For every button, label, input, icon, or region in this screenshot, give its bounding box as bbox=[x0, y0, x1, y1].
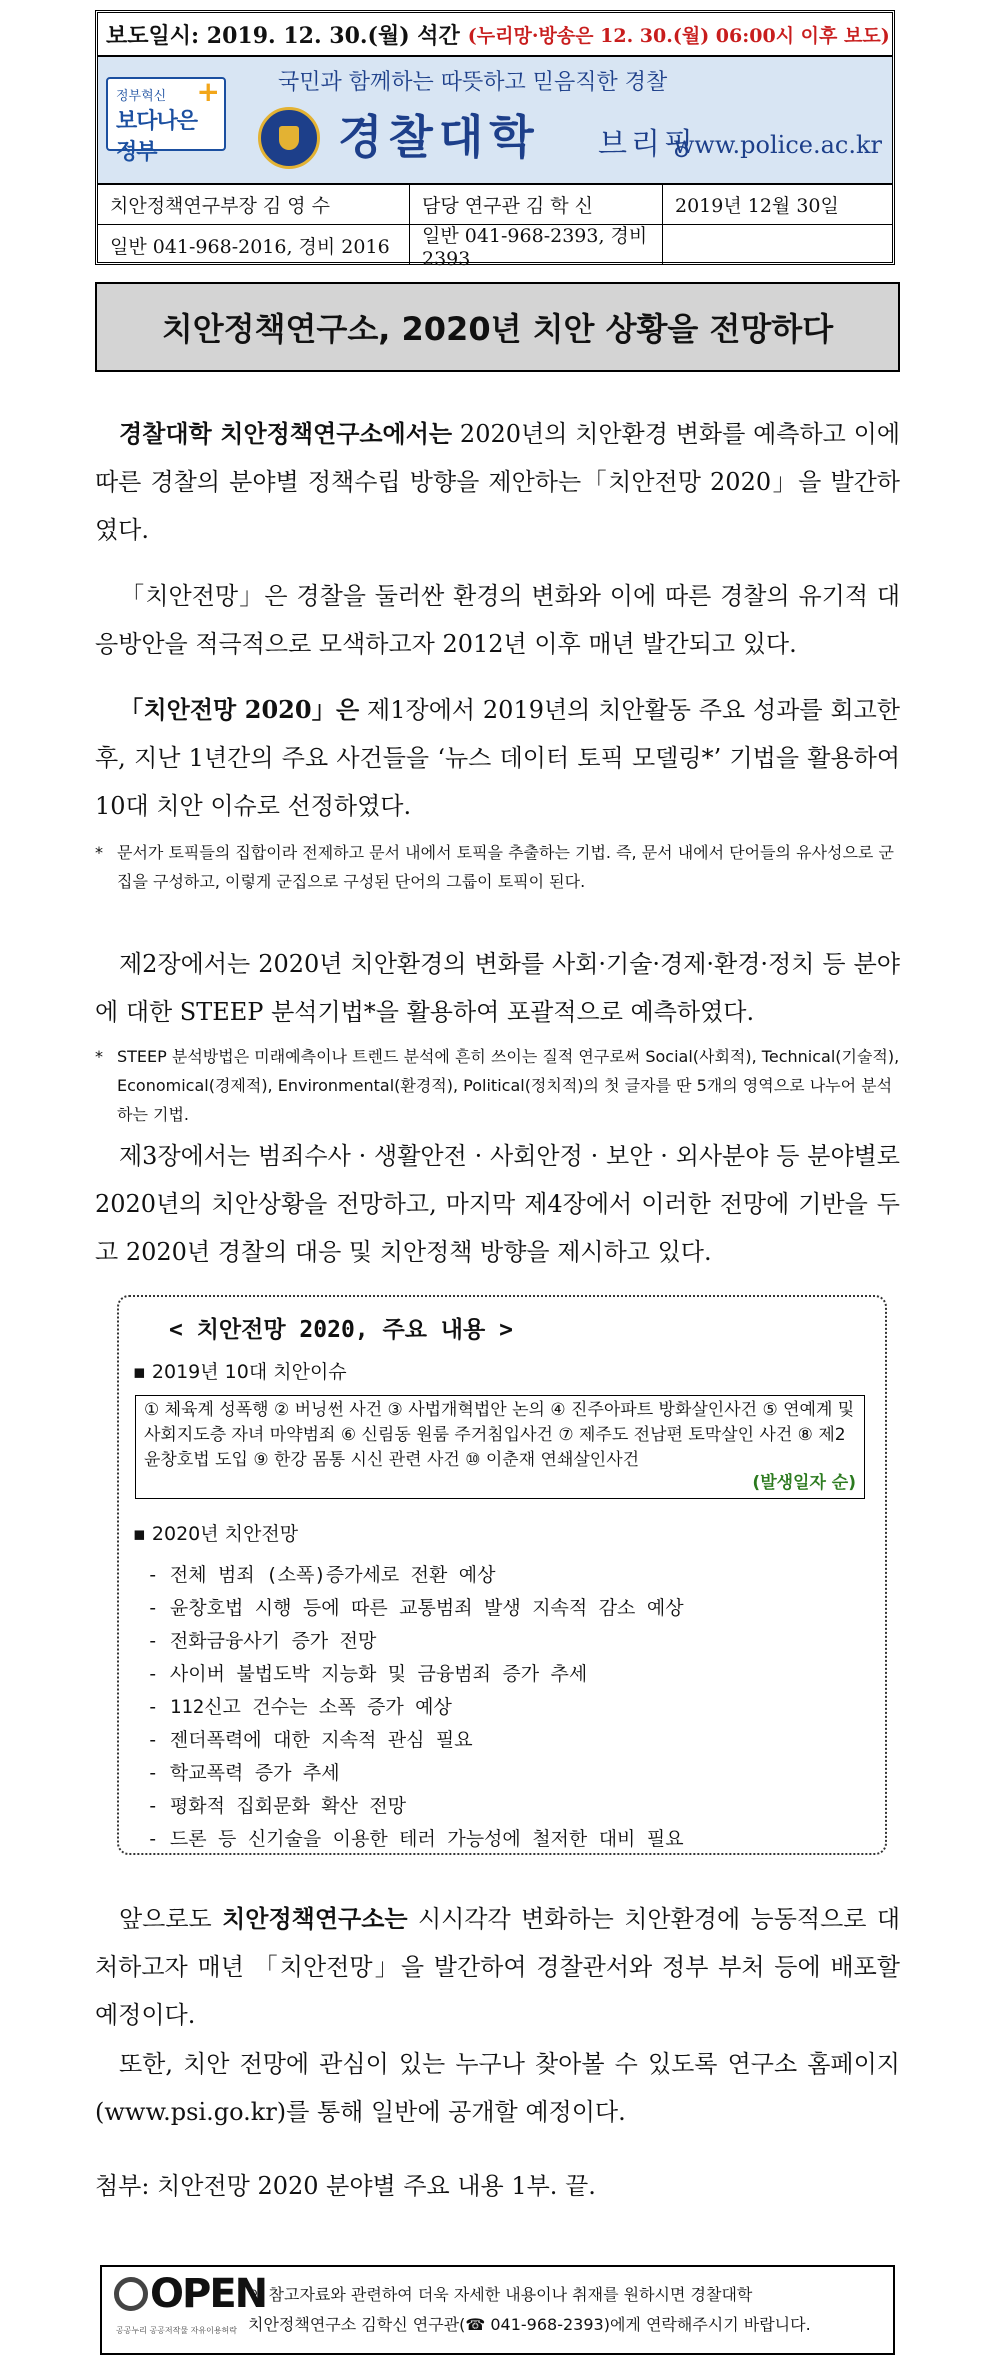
outlook-list bbox=[147, 1559, 684, 1856]
gov-innovation-logo bbox=[106, 75, 226, 165]
outlook-item: - 드론 등 신기술을 이용한 테러 가능성에 철저한 대비 필요 bbox=[147, 1823, 684, 1856]
p1-text: 2020년의 치안환경 변화를 예측하고 이에 따른 경찰의 분야별 정책수립 방향을 제안하는「치안전망 2020」을 발간하였다. bbox=[95, 420, 901, 544]
outlook-item: - 전체 범죄 (소폭)증가세로 전환 예상 bbox=[147, 1559, 684, 1592]
attachment-line bbox=[95, 2162, 900, 2210]
police-emblem-icon bbox=[258, 107, 320, 169]
document-title: 치안정책연구소, 2020년 치안 상황을 전망하다 bbox=[95, 282, 900, 372]
footnote-1-text: 문서가 토픽들의 집합이라 전제하고 문서 내에서 토픽을 추출하는 기법. 즉, 문서 내에서 단어들의 유사성으로 군집을 구성하고, 이렇게 군집으로 구성된 단어의 그룹이 토픽이 된다. bbox=[117, 843, 894, 891]
outlook-item: - 평화적 집회문화 확산 전망 bbox=[147, 1790, 684, 1823]
slogan: 국민과 함께하는 따뜻하고 믿음직한 경찰 bbox=[278, 70, 668, 95]
issues-order-note: (발생일자 순) bbox=[752, 1473, 856, 1493]
paragraph-4 bbox=[95, 940, 900, 1036]
researcher-name: 담당 연구관 김 학 신 bbox=[410, 185, 663, 225]
footnote-2-text: STEEP 분석방법은 미래예측이나 트렌드 분석에 흔히 쓰이는 질적 연구로써 Social(사회적), Technical(기술적), Economical(경제적), Environmental(환경적), Political(정치적)의 첫 글자를 딴 5개의 영역으로 나누어 분석하는 기법. bbox=[117, 1047, 900, 1124]
outlook-heading: ▪ 2020년 치안전망 bbox=[133, 1523, 299, 1545]
paragraph-7 bbox=[95, 2040, 900, 2136]
open-logo-text: OPEN bbox=[150, 2271, 267, 2317]
footer-contact bbox=[242, 2280, 811, 2340]
p6-lead: 앞으로도 bbox=[119, 1905, 223, 1933]
release-note: (누리망·방송은 12. 30.(월) 06:00시 이후 보도) bbox=[467, 24, 890, 47]
paragraph-5 bbox=[95, 1132, 900, 1276]
gov-logo-small: 정부혁신 bbox=[116, 89, 167, 104]
p3-lead: 「치안전망 2020」은 bbox=[119, 695, 360, 724]
summary-box bbox=[117, 1295, 887, 1855]
website-link[interactable]: www.police.ac.kr bbox=[673, 131, 882, 159]
release-label: 보도일시: 2019. 12. 30.(월) 석간 bbox=[106, 22, 460, 49]
press-header bbox=[95, 10, 895, 270]
footnote-2 bbox=[95, 1042, 900, 1129]
header-band bbox=[98, 57, 892, 185]
outlook-item: - 젠더폭력에 대한 지속적 관심 필요 bbox=[147, 1724, 684, 1757]
issues-heading: ▪ 2019년 10대 치안이슈 bbox=[133, 1361, 347, 1383]
summary-title: < 치안전망 2020, 주요 내용 > bbox=[169, 1317, 513, 1343]
p7-text: 또한, 치안 전망에 관심이 있는 누구나 찾아볼 수 있도록 연구소 홈페이지(www.psi.go.kr)를 통해 일반에 공개할 예정이다. bbox=[95, 2050, 900, 2126]
gov-logo-big: 보다나은 정부 bbox=[116, 109, 198, 165]
p6-text: 시시각각 변화하는 치안환경에 능동적으로 대처하고자 매년 「치안전망」을 발간하여 경찰관서와 정부 부처 등에 배포할 예정이다. bbox=[95, 1905, 900, 2029]
release-date: 2019년 12월 30일 bbox=[663, 185, 892, 225]
institution-name: 경찰대학 bbox=[338, 110, 540, 164]
issues-list: ① 체육계 성폭행 ② 버닝썬 사건 ③ 사법개혁법안 논의 ④ 진주아파트 방화살인사건 ⑤ 연예계 및 사회지도층 자녀 마약범죄 ⑥ 신림동 원룸 주거침입사건 ⑦ 제주도 전남편 토막살인 사건 ⑧ 제2 윤창호법 도입 ⑨ 한강 몸통 시신 관련 사건 ⑩ 이춘재 연쇄살인사건 bbox=[144, 1400, 855, 1470]
footnote-1 bbox=[95, 838, 900, 896]
footnote-2-mark: * bbox=[95, 1047, 103, 1066]
director-name: 치안정책연구부장 김 영 수 bbox=[98, 185, 410, 225]
paragraph-2 bbox=[95, 572, 900, 668]
director-phone: 일반 041-968-2016, 경비 2016 bbox=[98, 225, 410, 265]
paragraph-6 bbox=[95, 1895, 900, 2039]
outlook-item: - 학교폭력 증가 추세 bbox=[147, 1757, 684, 1790]
p5-text: 제3장에서는 범죄수사 · 생활안전 · 사회안정 · 보안 · 외사분야 등 분야별로 2020년의 치안상황을 전망하고, 마지막 제4장에서 이러한 전망에 기반을 두고 2020년 경찰의 대응 및 치안정책 방향을 제시하고 있다. bbox=[95, 1142, 900, 1266]
p3-text: 제1장에서 2019년의 치안활동 주요 성과를 회고한 후, 지난 1년간의 주요 사건들을 ‘뉴스 데이터 토픽 모델링*’ 기법을 활용하여 10대 치안 이슈로 선정하였다. bbox=[95, 696, 900, 820]
outlook-item: - 윤창호법 시행 등에 따른 교통범죄 발생 지속적 감소 예상 bbox=[147, 1592, 684, 1625]
attachment-text: 첨부: 치안전망 2020 분야별 주요 내용 1부. 끝. bbox=[95, 2172, 596, 2200]
footer-line-2: 치안정책연구소 김학신 연구관(☎ 041-968-2393)에게 연락해주시기 바랍니다. bbox=[248, 2315, 811, 2334]
footnote-1-mark: * bbox=[95, 843, 103, 862]
kogl-open-logo bbox=[102, 2267, 267, 2353]
outlook-item: - 사이버 불법도박 지능화 및 금융범죄 증가 추세 bbox=[147, 1658, 684, 1691]
open-logo-sub: 공공누리 공공저작물 자유이용허락 bbox=[116, 2326, 238, 2335]
contact-table bbox=[98, 185, 892, 270]
p2-text: 「치안전망」은 경찰을 둘러싼 환경의 변화와 이에 따른 경찰의 유기적 대응방안을 적극적으로 모색하고자 2012년 이후 매년 발간되고 있다. bbox=[95, 582, 900, 658]
p1-lead: 경찰대학 치안정책연구소에서는 bbox=[119, 419, 453, 448]
footer-line-1: 이 참고자료와 관련하여 더욱 자세한 내용이나 취재를 원하시면 경찰대학 bbox=[248, 2285, 753, 2304]
researcher-phone: 일반 041-968-2393, 경비 2393 bbox=[410, 225, 663, 265]
footer-box bbox=[100, 2265, 895, 2355]
outlook-item: - 전화금융사기 증가 전망 bbox=[147, 1625, 684, 1658]
contact-empty-cell bbox=[663, 225, 892, 265]
p4-text: 제2장에서는 2020년 치안환경의 변화를 사회·기술·경제·환경·정치 등 분야에 대한 STEEP 분석기법*을 활용하여 포괄적으로 예측하였다. bbox=[95, 950, 900, 1026]
plus-icon: + bbox=[196, 75, 220, 108]
briefing-label: 브리핑 bbox=[598, 127, 697, 162]
paragraph-3 bbox=[95, 686, 900, 830]
issues-box bbox=[135, 1395, 865, 1499]
outlook-item: - 112신고 건수는 소폭 증가 예상 bbox=[147, 1691, 684, 1724]
open-ring-icon bbox=[114, 2277, 148, 2311]
paragraph-1 bbox=[95, 410, 900, 554]
p6-bold: 치안정책연구소는 bbox=[222, 1904, 408, 1933]
release-row bbox=[98, 13, 892, 57]
